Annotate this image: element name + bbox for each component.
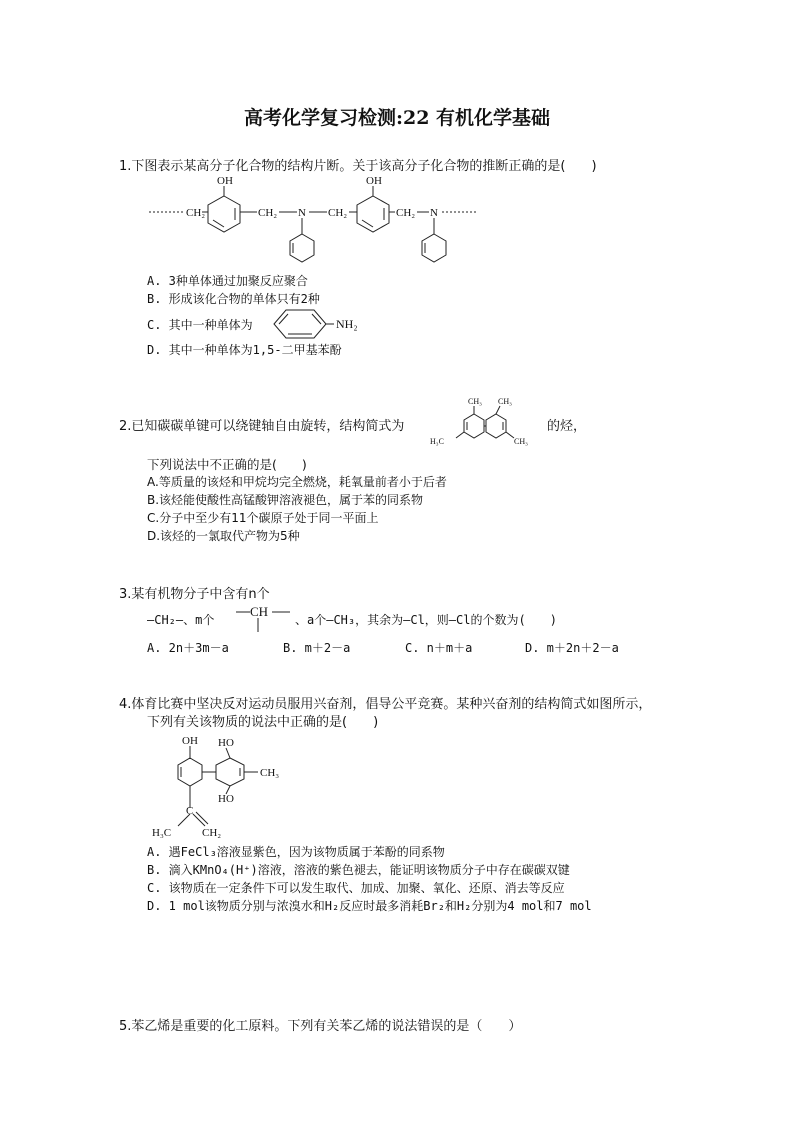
q1-option-c: C. 其中一种单体为	[147, 318, 253, 332]
q2-stem-end: 的烃，	[547, 419, 587, 434]
q1-ch2a: CH₂	[186, 207, 206, 219]
q1-nh2-label: NH₂	[336, 317, 358, 331]
q2-ch3a: CH₃	[468, 397, 482, 406]
q3-option-c: C. n＋m＋a	[405, 641, 473, 655]
q4-ch2: CH₂	[202, 827, 222, 839]
q1-ch2b: CH₂	[258, 207, 278, 219]
q2-option-b: B.该烃能使酸性高锰酸钾溶液褪色，属于苯的同系物	[147, 493, 424, 507]
q3-option-d: D. m＋2n＋2－a	[525, 641, 619, 655]
q4-subprompt: 下列有关该物质的说法中正确的是( )	[147, 715, 379, 730]
q4-option-a: A. 遇FeCl₃溶液显紫色，因为该物质属于苯酚的同系物	[147, 845, 445, 859]
q1-oh2: OH	[366, 175, 382, 187]
q4-structure	[150, 732, 310, 842]
q2-ch3d: CH₃	[514, 437, 528, 446]
q1-option-d: D. 其中一种单体为1,5-二甲基苯酚	[147, 343, 342, 357]
q4-stem: 4.体育比赛中坚决反对运动员服用兴奋剂，倡导公平竞赛。某种兴奋剂的结构简式如图所示，	[119, 697, 652, 712]
q1-structure	[147, 172, 487, 272]
q4-oh: OH	[182, 735, 198, 747]
q3-line2-post: 、a个—CH₃，其余为—Cl，则—Cl的个数为( )	[295, 613, 557, 627]
q3-option-b: B. m＋2－a	[283, 641, 351, 655]
q4-ho-bottom: HO	[218, 793, 234, 805]
q3-stem: 3.某有机物分子中含有n个	[119, 587, 270, 602]
q2-stem: 2.已知碳碳单键可以绕键轴自由旋转，结构简式为	[119, 419, 405, 434]
q3-ch-label: CH	[250, 604, 269, 619]
q3-option-a: A. 2n＋3m－a	[147, 641, 229, 655]
q4-ho-top: HO	[218, 737, 234, 749]
q2-option-d: D.该烃的一氯取代产物为5种	[147, 529, 300, 543]
q1-n2: N	[430, 207, 438, 219]
q4-c: C	[186, 805, 194, 817]
q5-stem: 5.苯乙烯是重要的化工原料。下列有关苯乙烯的说法错误的是（ ）	[119, 1019, 522, 1034]
q1-option-c-structure	[266, 306, 376, 342]
q1-n1: N	[298, 207, 306, 219]
q1-option-a: A. 3种单体通过加聚反应聚合	[147, 274, 308, 288]
q2-ch3b: CH₃	[498, 397, 512, 406]
q1-ch2d: CH₂	[396, 207, 416, 219]
q2-subprompt: 下列说法中不正确的是( )	[147, 457, 307, 472]
q1-oh1: OH	[217, 175, 233, 187]
q2-structure	[428, 394, 546, 452]
q1-ch2c: CH₂	[328, 207, 348, 219]
q2-option-c: C.分子中至少有11个碳原子处于同一平面上	[147, 511, 379, 525]
q1-stem: 1.下图表示某高分子化合物的结构片断。关于该高分子化合物的推断正确的是( )	[119, 159, 597, 174]
q3-ch-structure	[234, 600, 294, 636]
q2-option-a: A.等质量的该烃和甲烷均完全燃烧，耗氧量前者小于后者	[147, 475, 447, 489]
q4-h3c: H₃C	[152, 827, 172, 839]
q4-option-c: C. 该物质在一定条件下可以发生取代、加成、加聚、氧化、还原、消去等反应	[147, 881, 565, 895]
page-title: 高考化学复习检测:22 有机化学基础	[243, 107, 551, 129]
q2-h3c: H₃C	[430, 437, 444, 446]
q4-option-d: D. 1 mol该物质分别与浓溴水和H₂反应时最多消耗Br₂和H₂分别为4 mol和7 mol	[147, 899, 592, 913]
q4-option-b: B. 滴入KMnO₄(H⁺)溶液，溶液的紫色褪去，能证明该物质分子中存在碳碳双键	[147, 863, 570, 877]
q4-ch3: CH₃	[260, 767, 280, 779]
q1-option-b: B. 形成该化合物的单体只有2种	[147, 292, 320, 306]
q3-line2-pre: —CH₂—、m个	[147, 613, 215, 627]
